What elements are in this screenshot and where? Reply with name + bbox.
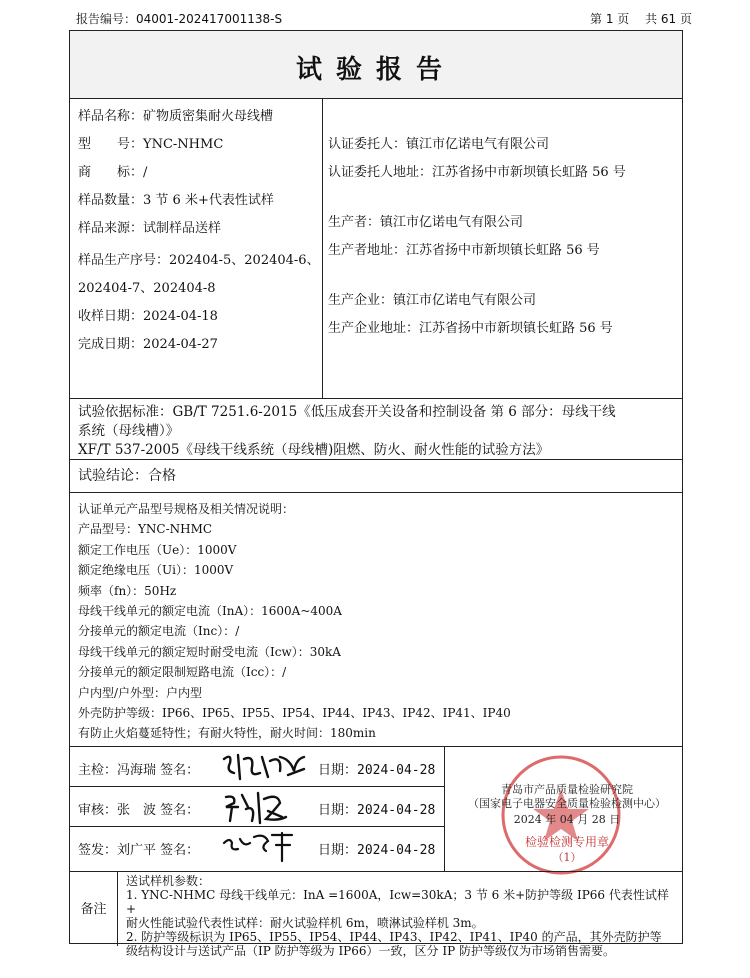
signature-inspector-image [218, 749, 314, 785]
basis-line-3: XF/T 537-2005《母线干线系统（母线槽)阻燃、防火、耐火性能的试验方法》 [78, 442, 550, 458]
title-row [70, 31, 682, 99]
cert-item: 分接单元的额定限制短路电流（Icc）：/ [78, 665, 287, 680]
signature-reviewer-image [218, 789, 314, 825]
stamp-seal-number: （1） [552, 851, 582, 864]
signature-row-issuer [70, 827, 444, 871]
received-date: 收样日期：2024-04-18 [78, 309, 218, 324]
issuer-label: 签发：刘广平 签名： [78, 843, 200, 858]
remark-line: 1. YNC-NHMC 母线干线单元：InA =1600A，Icw=30kA；3 节 6 米+防护等级 IP66 代表性试样+ [126, 888, 669, 916]
sample-quantity: 样品数量：3 节 6 米+代表性试样 [78, 193, 274, 208]
signature-row-reviewer [70, 787, 444, 827]
sample-serial-2: 202404-7、202404-8 [78, 281, 216, 296]
cert-item: 母线干线单元的额定电流（InA）：1600A~400A [78, 604, 342, 619]
cert-item: 分接单元的额定电流（Inc）：/ [78, 624, 240, 639]
reviewer-date: 日期：2024-04-28 [318, 803, 436, 818]
sample-serial-1: 样品生产序号：202404-5、202404-6、 [78, 253, 320, 268]
remark-section [70, 871, 682, 958]
remark-line: 2. 防护等级标识为 IP65、IP55、IP54、IP44、IP43、IP42、IP41、IP40 的产品，其外壳防护等 [126, 930, 662, 944]
stamp-area [444, 747, 684, 871]
cert-item: 外壳防护等级：IP66、IP65、IP55、IP54、IP44、IP43、IP42、IP41、IP40 [78, 706, 511, 721]
report-title: 试验报告 [295, 55, 456, 85]
sample-info-section [70, 99, 682, 399]
client: 认证委托人：镇江市亿诺电气有限公司 [328, 137, 550, 152]
report-header [76, 10, 692, 28]
remark-line: 送试样机参数： [126, 874, 211, 888]
producer-address: 生产者地址：江苏省扬中市新坝镇长虹路 56 号 [328, 243, 600, 258]
cert-heading: 认证单元产品型号规格及相关情况说明： [78, 502, 295, 516]
signature-issuer-image [218, 829, 314, 865]
remark-body [126, 874, 676, 958]
stamp-org: 青岛市产品质量检验研究院 [501, 783, 633, 796]
basis-line-1: 试验依据标准：GB/T 7251.6-2015《低压成套开关设备和控制设备 第 6 部分：母线干线 [78, 404, 616, 420]
basis-line-2: 系统（母线槽）》 [78, 423, 180, 439]
remark-label: 备注 [70, 872, 118, 946]
page-number: 第 1 页 共 61 页 [590, 12, 692, 26]
cert-item: 母线干线单元的额定短时耐受电流（Icw）：30kA [78, 644, 341, 659]
sample-source: 样品来源：试制样品送样 [78, 221, 222, 236]
sample-brand: 商 标：/ [78, 165, 148, 180]
cert-item: 频率（fn）：50Hz [78, 583, 177, 598]
cert-item: 户内型/户外型：户内型 [78, 685, 203, 700]
stamp-date: 2024 年 04 月 28 日 [513, 813, 621, 826]
producer: 生产者：镇江市亿诺电气有限公司 [328, 215, 524, 230]
completed-date: 完成日期：2024-04-27 [78, 337, 218, 352]
inspector-date: 日期：2024-04-28 [318, 763, 436, 778]
signature-row-inspector [70, 747, 444, 787]
report-number: 报告编号：04001-202417001138-S [76, 12, 283, 26]
sample-model: 型 号：YNC-NHMC [78, 137, 224, 152]
reviewer-label: 审核：张 波 签名： [78, 803, 200, 818]
client-address: 认证委托人地址：江苏省扬中市新坝镇长虹路 56 号 [328, 165, 626, 180]
cert-item: 额定绝缘电压（Ui）：1000V [78, 563, 234, 578]
report-form [69, 30, 683, 958]
issuer-date: 日期：2024-04-28 [318, 843, 436, 858]
cert-item: 额定工作电压（Ue）：1000V [78, 542, 237, 557]
stamp-center: （国家电子电器安全质量检验检测中心） [468, 797, 666, 810]
inspector-label: 主检：冯海瑞 签名： [78, 763, 200, 778]
cert-unit-section [70, 493, 682, 747]
stamp-seal-text: 检验检测专用章 [524, 835, 609, 849]
remark-line: 级结构设计与送试产品（IP 防护等级为 IP66）一致，区分 IP 防护等级仅为市场销售需要。 [126, 944, 615, 958]
column-divider [322, 99, 323, 398]
test-basis-section [70, 399, 682, 460]
factory-address: 生产企业地址：江苏省扬中市新坝镇长虹路 56 号 [328, 321, 613, 336]
sample-name: 样品名称：矿物质密集耐火母线槽 [78, 109, 274, 124]
conclusion: 试验结论：合格 [70, 460, 682, 493]
cert-item: 有防止火焰蔓延特性；有耐火特性，耐火时间：180min [78, 726, 376, 741]
cert-item: 产品型号：YNC-NHMC [78, 522, 213, 537]
remark-line: 耐火性能试验代表性试样：耐火试验样机 6m，喷淋试验样机 3m。 [126, 916, 484, 930]
factory: 生产企业：镇江市亿诺电气有限公司 [328, 293, 537, 308]
